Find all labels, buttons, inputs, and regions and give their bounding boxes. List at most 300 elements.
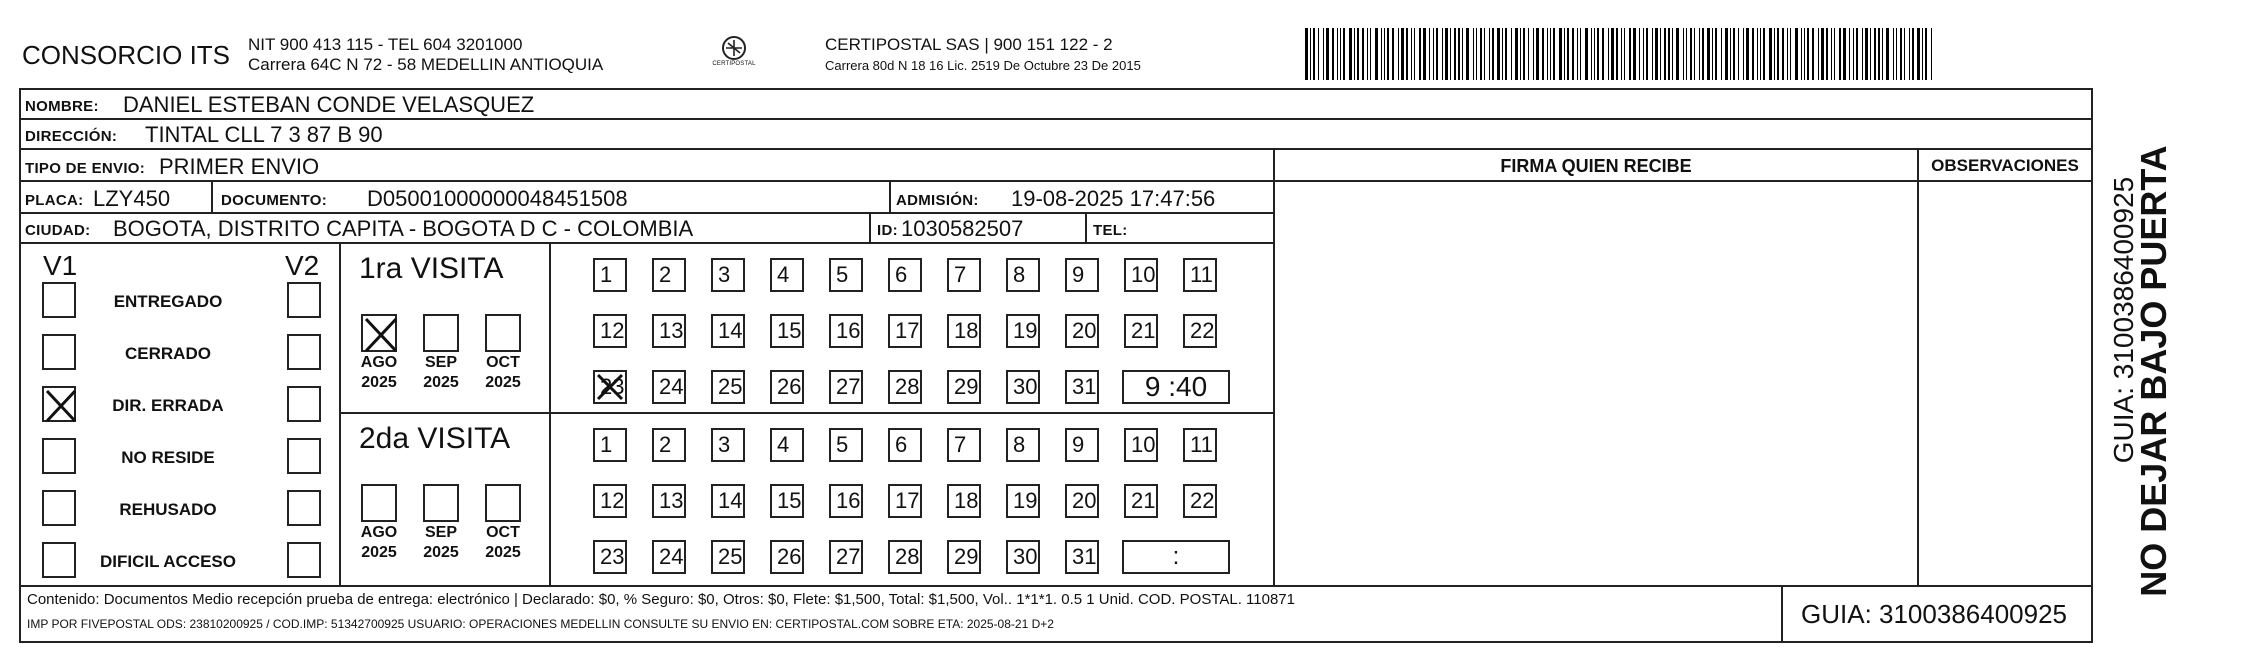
barcode-bar [1664,28,1666,80]
visit-1-day-box[interactable] [770,370,804,404]
barcode-bar [1559,28,1562,80]
barcode-bar [1597,28,1599,80]
barcode-bar [1580,28,1581,80]
visit-2-day-box[interactable] [711,428,745,462]
barcode-bar [1743,28,1744,80]
v1-checkbox[interactable] [42,490,76,526]
barcode-bar [1686,28,1687,80]
visit-2-day-box[interactable] [1006,428,1040,462]
barcode-bar [1721,28,1722,80]
barcode-bar [1896,28,1897,80]
barcode-bar [1305,28,1308,80]
firma-label: FIRMA QUIEN RECIBE [1500,156,1692,176]
visit-1-day-box[interactable] [593,258,627,292]
barcode-bar [1893,28,1894,80]
observaciones-header [1919,150,2091,182]
observaciones-label: OBSERVACIONES [1931,156,2079,175]
barcode-bar [1511,28,1512,80]
barcode-bar [1616,28,1618,80]
visit-2-day-number: 30 [1013,544,1038,569]
visit-2-day-number: 14 [718,488,743,513]
company-name: CONSORCIO ITS [22,40,231,70]
visit-2-day-box[interactable] [947,540,981,574]
visit-2-day-box[interactable] [1065,484,1099,518]
nombre-value: DANIEL ESTEBAN CONDE VELASQUEZ [123,92,535,117]
barcode-bar [1782,28,1784,80]
visit-1-day-number: 24 [659,374,684,399]
visit-2-day-box[interactable] [947,428,981,462]
visit-2-day-box[interactable] [829,428,863,462]
barcode-bar [1769,28,1772,80]
barcode-bar [1707,28,1710,80]
footer-contenido: Contenido: Documentos Medio recepción prueba de entrega: electrónico | Declarado: $0, % Seguro: $0, Otros: $0, Flete: $1,500, Total: $1,500, Vol.. 1*1*1. 0.5 1 Unid. COD. POSTAL. 110871 [27,591,1295,608]
row-placa [21,182,1273,214]
barcode-bar [1542,28,1544,80]
barcode-bar [1414,28,1415,80]
visit-2-day-box[interactable] [888,428,922,462]
direccion-value: TINTAL CLL 7 3 87 B 90 [145,122,383,147]
visit-2-month-checkbox[interactable] [485,484,521,522]
nombre-label: NOMBRE: [25,98,99,115]
barcode-bar [1821,28,1824,80]
company-nit-line: NIT 900 413 115 - TEL 604 3201000 [248,35,523,54]
footer-guia: GUIA: 3100386400925 [1801,599,2067,629]
barcode [1305,28,1940,80]
visit-2-day-box[interactable] [1183,428,1217,462]
barcode-bar [1591,28,1592,80]
visit-2-day-box[interactable] [593,484,627,518]
barcode-bar [1523,28,1525,80]
barcode-bar [1398,28,1399,80]
barcode-bar [1484,28,1485,80]
barcode-bar [1458,28,1460,80]
barcode-bar [1547,28,1548,80]
barcode-bar [1340,28,1341,80]
placa-divider [211,182,213,214]
barcode-bar [1738,28,1739,80]
visit-2-day-number: 10 [1131,432,1156,457]
visit-1-day-number: 19 [1013,318,1038,343]
barcode-bar [1480,28,1482,80]
barcode-bar [1553,28,1555,80]
v2-checkbox[interactable] [287,334,321,370]
barcode-bar [1909,28,1910,80]
barcode-bar [1387,28,1389,80]
barcode-bar [1787,28,1788,80]
v1-checkbox[interactable] [42,386,76,422]
visit-1-day-number: 26 [777,374,802,399]
barcode-bar [1643,28,1644,80]
v2-checkbox[interactable] [287,542,321,578]
barcode-bar [1849,28,1850,80]
barcode-bar [1652,28,1653,80]
barcode-bar [1683,28,1684,80]
barcode-bar [1577,28,1578,80]
barcode-bar [1384,28,1385,80]
visit-1-block [341,244,1273,414]
visit-2-day-box[interactable] [1183,484,1217,518]
logo-icon [712,34,756,74]
visit-2-day-number: 7 [954,432,967,457]
barcode-bar [1646,28,1648,80]
visit-1-day-box[interactable] [1006,314,1040,348]
visit-2-month-checkbox[interactable] [361,484,397,522]
status-label: REHUSADO [119,500,217,519]
visit-2-day-number: 23 [600,544,625,569]
visit-1-day-box[interactable] [1124,314,1158,348]
barcode-bar [1690,28,1692,80]
visit-2-day-box[interactable] [652,540,686,574]
visit-2-day-box[interactable] [652,428,686,462]
visit-1-day-box[interactable] [1006,370,1040,404]
visit-1-day-number: 13 [659,318,684,343]
barcode-bar [1497,28,1500,80]
visit-1-day-box[interactable] [770,258,804,292]
barcode-bar [1746,28,1749,80]
id-label: ID: [877,222,898,239]
barcode-bar [1925,28,1927,80]
visit-1-day-number: 15 [777,318,802,343]
visit-1-day-number: 5 [836,262,849,287]
visit-1-day-number: 31 [1072,374,1097,399]
side-warning: NO DEJAR BAJO PUERTA [2133,145,2174,597]
visit-1-day-box[interactable] [888,370,922,404]
visit-2-title: 2da VISITA [359,422,511,455]
barcode-bar [1310,28,1311,80]
status-label: DIFICIL ACCESO [99,552,236,571]
barcode-bar [1318,28,1319,80]
barcode-bar [1520,28,1521,80]
barcode-bar [1332,28,1334,80]
barcode-bar [1326,28,1329,80]
visit-1-day-box[interactable] [1124,258,1158,292]
visit-1-day-box[interactable] [711,258,745,292]
barcode-bar [1668,28,1670,80]
barcode-bar [1862,28,1863,80]
barcode-bar [1694,28,1695,80]
barcode-bar [1564,28,1565,80]
barcode-bar [1870,28,1871,80]
visit-1-day-box[interactable] [770,314,804,348]
visit-2-day-number: 31 [1072,544,1097,569]
visit-1-day-box[interactable] [593,314,627,348]
barcode-bar [1931,28,1932,80]
observaciones-column [1919,150,2091,585]
visit-1-day-number: 2 [659,262,672,287]
visit-1-day-number: 28 [895,374,920,399]
visit-2-day-box[interactable] [888,540,922,574]
visit-1-day-box[interactable] [829,258,863,292]
barcode-bar [1313,28,1315,80]
barcode-bar [1904,28,1905,80]
barcode-bar [1572,28,1574,80]
barcode-bar [1843,28,1846,80]
firma-column [1273,150,1919,585]
barcode-bar [1882,28,1883,80]
visit-2-day-number: 25 [718,544,743,569]
visit-1-day-box[interactable] [1183,314,1217,348]
visit-2-year-label: 2025 [485,544,521,561]
visit-1-month-checkbox[interactable] [361,314,397,352]
visit-2-day-number: 22 [1190,488,1215,513]
visit-1-day-box[interactable] [593,370,627,404]
barcode-bar [1445,28,1448,80]
v1-checkbox[interactable] [42,438,76,474]
visit-2-day-box[interactable] [1124,484,1158,518]
barcode-bar [1672,28,1673,80]
visit-2-day-number: 15 [777,488,802,513]
visit-1-day-number: 11 [1190,262,1213,287]
visit-1-day-number: 9 [1072,262,1085,287]
visit-1-day-number: 27 [836,374,861,399]
visit-1-day-box[interactable] [829,314,863,348]
side-guia: GUIA: 3100386400925 [2108,176,2139,464]
barcode-bar [1429,28,1430,80]
logo-wordmark: CERTIPOSTAL [712,61,756,67]
visit-1-day-box[interactable] [888,314,922,348]
barcode-bar [1442,28,1443,80]
visit-1-title: 1ra VISITA [359,252,504,285]
barcode-bar [1354,28,1355,80]
visit-2-day-box[interactable] [888,484,922,518]
visit-1-month-checkbox[interactable] [485,314,521,352]
visit-1-day-box[interactable] [829,370,863,404]
barcode-bar [1676,28,1679,80]
visit-2-day-number: 21 [1131,488,1156,513]
placa-value: LZY450 [93,186,171,211]
barcode-bar [1492,28,1494,80]
barcode-bar [1752,28,1754,80]
visit-1-month-label: OCT [486,354,520,371]
ciudad-value: BOGOTA, DISTRITO CAPITA - BOGOTA D C - COLOMBIA [113,216,694,241]
visit-1-day-box[interactable] [888,258,922,292]
visit-2-month-checkbox[interactable] [423,484,459,522]
visit-1-day-box[interactable] [652,258,686,292]
check-x-icon [363,316,399,354]
v2-checkbox[interactable] [287,282,321,318]
visit-1-day-number: 16 [836,318,861,343]
barcode-bar [1567,28,1569,80]
barcode-bar [1702,28,1704,80]
visit-2-day-box[interactable] [711,484,745,518]
barcode-bar [1826,28,1828,80]
barcode-bar [1856,28,1858,80]
visit-2-day-number: 18 [954,488,979,513]
barcode-bar [1401,28,1404,80]
barcode-bar [1757,28,1758,80]
barcode-bar [1367,28,1368,80]
barcode-bar [1807,28,1809,80]
visit-1-day-number: 10 [1131,262,1156,287]
visit-2-day-box[interactable] [1006,540,1040,574]
barcode-bar [1839,28,1841,80]
barcode-bar [1886,28,1889,80]
row-nombre [21,90,2091,120]
visit-1-day-box[interactable] [947,370,981,404]
visit-1-day-box[interactable] [1065,258,1099,292]
visit-1-day-number: 14 [718,318,743,343]
footer-imp: IMP POR FIVEPOSTAL ODS: 23810200925 / COD.IMP: 51342700925 USUARIO: OPERACIONES MEDELLIN CONSULTE SU ENVIO EN: CERTIPOSTAL.COM SOBRE ETA: 2025-08-21 D+2 [27,617,1054,631]
visit-1-day-number: 1 [600,262,613,287]
visit-2-day-box[interactable] [593,540,627,574]
visit-2-day-number: 20 [1072,488,1097,513]
visit-2-day-number: 1 [600,432,613,457]
barcode-bar [1801,28,1802,80]
barcode-bar [1362,28,1364,80]
visit-2-day-number: 19 [1013,488,1038,513]
visit-2-day-box[interactable] [770,428,804,462]
footer-guia-box [1781,587,2091,641]
admision-divider [889,182,891,214]
visit-1-day-number: 7 [954,262,967,287]
visit-1-year-label: 2025 [423,374,459,391]
barcode-bar [1533,28,1534,80]
visit-2-time-field[interactable]: : [1122,540,1230,574]
visit-2-day-box[interactable] [947,484,981,518]
visit-2-day-box[interactable] [1124,428,1158,462]
visit-1-day-box[interactable] [1006,258,1040,292]
carrier-address: Carrera 80d N 18 16 Lic. 2519 De Octubre 23 De 2015 [825,58,1141,73]
barcode-bar [1466,28,1469,80]
visit-2-day-box[interactable] [652,484,686,518]
visit-1-day-box[interactable] [711,370,745,404]
side-text [2096,88,2196,643]
barcode-bar [1450,28,1451,80]
barcode-bar [1423,28,1426,80]
visit-2-day-number: 29 [954,544,979,569]
barcode-bar [1436,28,1438,80]
tel-label: TEL: [1093,222,1128,239]
visit-2-day-number: 6 [895,432,908,457]
v1-label: V1 [43,250,78,281]
visit-2-day-box[interactable] [711,540,745,574]
barcode-bar [1489,28,1490,80]
barcode-bar [1874,28,1876,80]
barcode-bar [1528,28,1529,80]
barcode-bar [1621,28,1622,80]
barcode-bar [1608,28,1609,80]
visit-2-year-label: 2025 [423,544,459,561]
visit-2-day-number: 8 [1013,432,1026,457]
visit-1-time-field[interactable]: 9 :40 [1122,370,1230,404]
visit-2-day-box[interactable] [770,540,804,574]
visit-1-day-number: 6 [895,262,908,287]
visit-2-month-label: SEP [424,524,457,541]
barcode-bar [1763,28,1765,80]
documento-label: DOCUMENTO: [221,192,328,209]
visit-2-day-box[interactable] [1006,484,1040,518]
v1-checkbox[interactable] [42,542,76,578]
visit-2-day-number: 27 [836,544,861,569]
barcode-bar [1375,28,1378,80]
ciudad-label: CIUDAD: [25,222,91,239]
visit-2-day-box[interactable] [1065,428,1099,462]
barcode-bar [1419,28,1421,80]
visit-1-day-box[interactable] [1183,258,1217,292]
visit-2-day-box[interactable] [829,540,863,574]
v2-checkbox[interactable] [287,438,321,474]
barcode-bar [1795,28,1798,80]
status-label: CERRADO [125,344,211,363]
visit-1-day-number: 23 [600,374,625,399]
status-label: DIR. ERRADA [112,396,224,415]
barcode-bar [1536,28,1539,80]
barcode-bar [1655,28,1658,80]
barcode-bar [1760,28,1761,80]
barcode-bar [1337,28,1338,80]
visit-2-day-number: 12 [600,488,625,513]
row-tipo [21,150,1273,182]
barcode-bar [1502,28,1503,80]
barcode-bar [1639,28,1640,80]
visit-1-day-box[interactable] [652,370,686,404]
barcode-bar [1343,28,1345,80]
barcode-bar [1633,28,1636,80]
visit-1-day-box[interactable] [1065,370,1099,404]
visit-2-day-box[interactable] [770,484,804,518]
visit-2-day-number: 2 [659,432,672,457]
barcode-bar [1505,28,1507,80]
visit-1-day-number: 18 [954,318,979,343]
visit-2-day-box[interactable] [829,484,863,518]
barcode-bar [1392,28,1394,80]
check-x-icon [595,372,625,402]
visit-1-day-number: 12 [600,318,625,343]
visit-1-day-box[interactable] [1065,314,1099,348]
barcode-bar [1611,28,1614,80]
v2-label: V2 [285,250,320,281]
visit-1-day-box[interactable] [947,314,981,348]
barcode-bar [1624,28,1625,80]
visit-2-month-label: AGO [360,524,398,541]
visit-1-year-label: 2025 [361,374,397,391]
v2-checkbox[interactable] [287,386,321,422]
tipo-label: TIPO DE ENVIO: [25,160,146,177]
visit-2-day-number: 17 [895,488,920,513]
barcode-bar [1865,28,1868,80]
barcode-bar [1812,28,1814,80]
v2-checkbox[interactable] [287,490,321,526]
visit-1-day-number: 22 [1190,318,1215,343]
visit-1-day-box[interactable] [652,314,686,348]
visit-1-month-checkbox[interactable] [423,314,459,352]
barcode-bar [1912,28,1914,80]
barcode-bar [1804,28,1805,80]
barcode-bar [1381,28,1382,80]
visit-2-day-number: 3 [718,432,731,457]
visit-1-year-label: 2025 [485,374,521,391]
v1-checkbox[interactable] [42,282,76,318]
barcode-bar [1454,28,1456,80]
visit-2-day-box[interactable] [593,428,627,462]
v1-checkbox[interactable] [42,334,76,370]
barcode-bar [1818,28,1819,80]
barcode-bar [1406,28,1408,80]
direccion-label: DIRECCIÓN: [25,128,118,145]
barcode-bar [1922,28,1923,80]
barcode-bar [1476,28,1477,80]
visit-2-day-number: 16 [836,488,861,513]
admision-label: ADMISIÓN: [896,192,979,209]
visit-1-day-box[interactable] [947,258,981,292]
visit-2-day-box[interactable] [1065,540,1099,574]
barcode-bar [1834,28,1835,80]
barcode-bar [1594,28,1595,80]
barcode-bar [1831,28,1832,80]
visit-2-month-label: OCT [486,524,520,541]
barcode-bar [1473,28,1474,80]
visit-1-day-box[interactable] [711,314,745,348]
